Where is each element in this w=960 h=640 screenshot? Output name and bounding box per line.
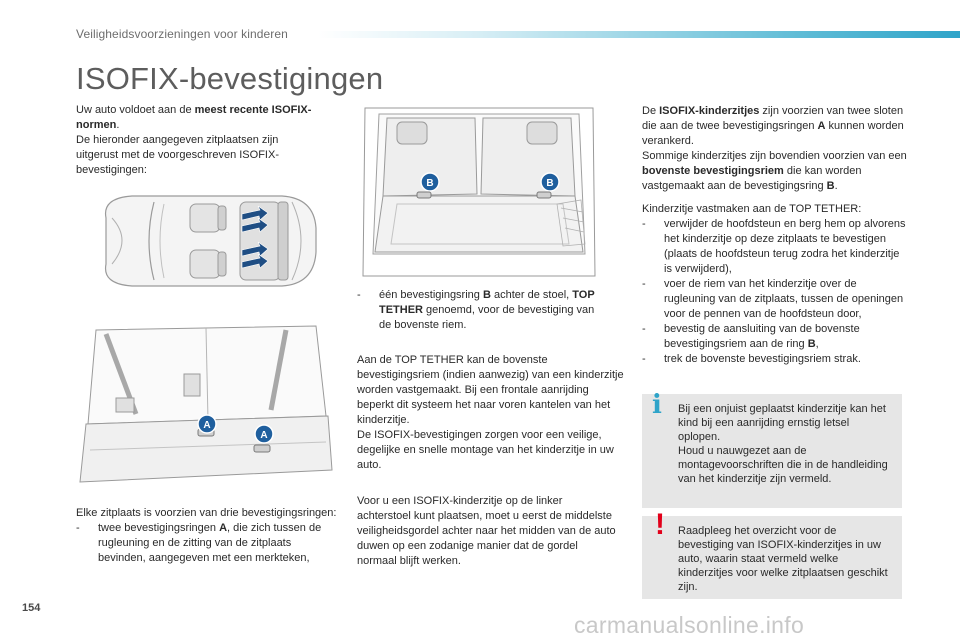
step-2: - voer de riem van het kinderzitje over de rugleuning van de zitplaats, tussen de openingen voor de pennen van de hoofdsteun door, <box>642 277 906 322</box>
rings-text-left <box>76 506 338 566</box>
car-top-view-figure <box>92 188 322 292</box>
header-accent-bar <box>318 31 960 38</box>
svg-text:A: A <box>203 420 211 431</box>
top-tether-steps <box>642 202 906 367</box>
svg-text:A: A <box>260 430 268 441</box>
middle-para3: Voor u een ISOFIX-kinderzitje op de linker achterstoel kunt plaatsen, moet u eerst de middelste veiligheidsgordel achter naar het midden van de auto duwen op een zodanige manier dat de gordel normaal blijft werken. <box>357 495 616 567</box>
intro-line1-prefix: Uw auto voldoet aan de <box>76 104 195 116</box>
page-number: 154 <box>22 602 41 614</box>
ring-item-b: - één bevestigingsring B achter de stoel, TOP TETHER genoemd, voor de bevestiging van de bovenste riem. <box>357 288 603 333</box>
top-tether-paragraph <box>357 353 627 473</box>
intro-line1-suffix: . <box>116 119 120 131</box>
right-para2: Sommige kinderzitjes zijn bovendien voorzien van een bovenste bevestigingsriem die kan worden vastgemaakt aan de bevestigingsring B. <box>642 150 907 192</box>
right-para1: De ISOFIX-kinderzitjes zijn voorzien van twee sloten die aan de twee bevestigingsringen A kunnen worden verankerd. <box>642 105 904 147</box>
section-header: Veiligheidsvoorzieningen voor kinderen <box>76 27 288 41</box>
rear-seat-rings-a-figure <box>76 320 336 498</box>
ring-a-badge <box>198 415 216 433</box>
rings-intro: Elke zitplaats is voorzien van drie bevestigingsringen: <box>76 507 337 519</box>
ring-b-badge <box>421 173 439 191</box>
boot-drawing <box>357 104 601 280</box>
ring-a-badge <box>255 425 273 443</box>
steps-intro: Kinderzitje vastmaken aan de TOP TETHER: <box>642 203 862 215</box>
warning-text: Raadpleeg het overzicht voor de bevestiging van ISOFIX-kinderzitjes in uw auto, waarin staat vermeld welke kinderzitjes voor welke zitplaatsen geschikt zijn. <box>678 525 888 593</box>
car-top-view-drawing <box>92 188 322 292</box>
rear-seat-drawing <box>76 320 336 498</box>
left-seat-paragraph <box>357 494 619 569</box>
svg-text:B: B <box>546 178 554 189</box>
intro-line1-bold: meest recente ISOFIX-normen <box>76 104 312 131</box>
step-1: - verwijder de hoofdsteun en berg hem op alvorens het kinderzitje op deze zitplaats te bevestigen (plaats de hoofdsteun terug zodra het kinderzitje is verwijderd), <box>642 217 906 277</box>
info-text <box>678 402 894 486</box>
info-box <box>642 390 902 508</box>
middle-para2: De ISOFIX-bevestigingen zorgen voor een veilige, degelijke en snelle montage van het kinderzitje in uw auto. <box>357 429 614 471</box>
info-line2: Houd u nauwgezet aan de montagevoorschriften die in de handleiding van het kinderzitje zijn vermeld. <box>678 445 888 485</box>
svg-text:B: B <box>426 178 434 189</box>
right-intro <box>642 104 908 194</box>
ring-item-b-block <box>357 288 603 333</box>
ring-b-badge <box>541 173 559 191</box>
ring-item-a: - twee bevestigingsringen A, die zich tussen de rugleuning en de zitting van de zitplaats bevinden, aangegeven met een merkteken, <box>76 521 338 566</box>
info-line1: Bij een onjuist geplaatst kinderzitje kan het kind bij een aanrijding ernstig letsel oplopen. <box>678 403 886 443</box>
info-icon: i <box>652 390 662 420</box>
warning-box <box>642 508 902 599</box>
boot-rings-b-figure <box>357 104 601 280</box>
watermark: carmanualsonline.info <box>574 612 805 638</box>
warning-icon: ! <box>655 508 665 541</box>
intro-line2: De hieronder aangegeven zitplaatsen zijn uitgerust met de voorgeschreven ISOFIX-bevestigingen: <box>76 134 279 176</box>
step-3: - bevestig de aansluiting van de bovenste bevestigingsriem aan de ring B, <box>642 322 906 352</box>
intro-text <box>76 103 316 178</box>
middle-para1: Aan de TOP TETHER kan de bovenste bevestigingsriem (indien aanwezig) van een kinderzitje worden vastgemaakt. Bij een frontale aanrijding beperkt dit systeem het naar voren kantelen van het kinderzitje. <box>357 354 624 426</box>
page-title: ISOFIX-bevestigingen <box>76 61 384 96</box>
step-4: - trek de bovenste bevestigingsriem strak. <box>642 352 906 367</box>
